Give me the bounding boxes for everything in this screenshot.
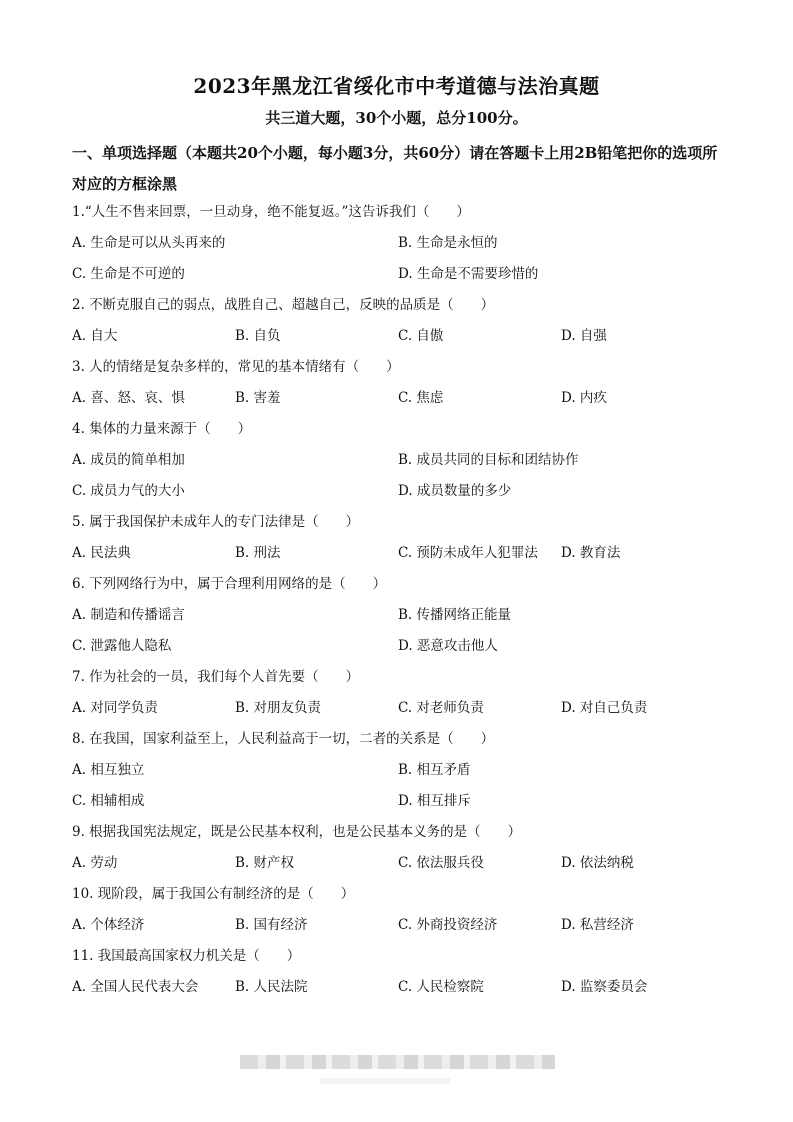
- question-4: [72, 414, 732, 507]
- question-5: [72, 507, 732, 569]
- document-title: 2023年黑龙江省绥化市中考道德与法治真题: [193, 74, 600, 98]
- option-b: B. 人民法院: [235, 979, 308, 995]
- question-stem: 6. 下列网络行为中，属于合理利用网络的是（ ）: [72, 576, 387, 592]
- option-c: C. 人民检察院: [398, 979, 484, 995]
- question-1: [72, 197, 732, 290]
- question-stem: 9. 根据我国宪法规定，既是公民基本权利，也是公民基本义务的是（ ）: [72, 824, 522, 840]
- option-grid: [72, 383, 732, 414]
- option-a: A. 个体经济: [72, 917, 145, 933]
- option-c: C. 预防未成年人犯罪法: [398, 545, 538, 561]
- question-2: [72, 290, 732, 352]
- question-7: [72, 662, 732, 724]
- option-d: D. 依法纳税: [561, 855, 634, 871]
- option-grid: [72, 848, 732, 879]
- option-b: B. 国有经济: [235, 917, 308, 933]
- option-d: D. 内疚: [561, 390, 607, 406]
- option-grid: [72, 538, 732, 569]
- option-d: D. 生命是不需要珍惜的: [398, 266, 539, 282]
- option-a: A. 对同学负责: [72, 700, 158, 716]
- question-8: [72, 724, 732, 817]
- option-a: A. 相互独立: [72, 762, 145, 778]
- option-b: B. 财产权: [235, 855, 295, 871]
- option-grid: [72, 445, 732, 507]
- option-a: A. 自大: [72, 328, 118, 344]
- option-grid: [72, 910, 732, 941]
- option-b: B. 害羞: [235, 390, 281, 406]
- option-b: B. 传播网络正能量: [398, 607, 512, 623]
- question-stem: 1.“人生不售来回票，一旦动身，绝不能复返。”这告诉我们（ ）: [72, 204, 470, 220]
- question-3: [72, 352, 732, 414]
- option-d: D. 成员数量的多少: [398, 483, 512, 499]
- question-stem: 2. 不断克服自己的弱点，战胜自己、超越自己，反映的品质是（ ）: [72, 297, 495, 313]
- question-stem: 5. 属于我国保护未成年人的专门法律是（ ）: [72, 514, 360, 530]
- option-d: D. 自强: [561, 328, 607, 344]
- option-b: B. 自负: [235, 328, 281, 344]
- question-stem: 10. 现阶段，属于我国公有制经济的是（ ）: [72, 886, 355, 902]
- question-10: [72, 879, 732, 941]
- option-grid: [72, 755, 732, 817]
- question-6: [72, 569, 732, 662]
- option-d: D. 监察委员会: [561, 979, 648, 995]
- option-grid: [72, 600, 732, 662]
- option-b: B. 成员共同的目标和团结协作: [398, 452, 579, 468]
- option-a: A. 民法典: [72, 545, 131, 561]
- option-a: A. 生命是可以从头再来的: [72, 235, 226, 251]
- option-d: D. 教育法: [561, 545, 621, 561]
- option-c: C. 外商投资经济: [398, 917, 498, 933]
- option-c: C. 成员力气的大小: [72, 483, 185, 499]
- option-a: A. 成员的简单相加: [72, 452, 185, 468]
- option-c: C. 相辅相成: [72, 793, 145, 809]
- document-subtitle: 共三道大题，30个小题，总分100分。: [265, 109, 528, 127]
- blurred-watermark-line: [320, 1078, 450, 1084]
- blurred-watermark: [240, 1055, 555, 1069]
- option-c: C. 焦虑: [398, 390, 444, 406]
- option-grid: [72, 228, 732, 290]
- option-c: C. 依法服兵役: [398, 855, 484, 871]
- option-a: A. 全国人民代表大会: [72, 979, 199, 995]
- question-stem: 3. 人的情绪是复杂多样的，常见的基本情绪有（ ）: [72, 359, 400, 375]
- option-a: A. 制造和传播谣言: [72, 607, 185, 623]
- question-stem: 7. 作为社会的一员，我们每个人首先要（ ）: [72, 669, 360, 685]
- option-b: B. 相互矛盾: [398, 762, 471, 778]
- option-b: B. 对朋友负责: [235, 700, 322, 716]
- option-a: A. 喜、怒、哀、惧: [72, 390, 185, 406]
- option-grid: [72, 321, 732, 352]
- option-c: C. 自傲: [398, 328, 444, 344]
- question-9: [72, 817, 732, 879]
- option-c: C. 对老师负责: [398, 700, 484, 716]
- option-d: D. 私营经济: [561, 917, 634, 933]
- option-grid: [72, 972, 732, 1003]
- option-b: B. 刑法: [235, 545, 281, 561]
- question-stem: 8. 在我国，国家利益至上，人民利益高于一切，二者的关系是（ ）: [72, 731, 495, 747]
- option-d: D. 相互排斥: [398, 793, 471, 809]
- section-header: 一、单项选择题（本题共20个小题，每小题3分，共60分）请在答题卡上用2B铅笔把你的选项所对应的方框涂黑: [72, 144, 718, 193]
- question-stem: 11. 我国最高国家权力机关是（ ）: [72, 948, 301, 964]
- option-c: C. 生命是不可逆的: [72, 266, 185, 282]
- option-grid: [72, 693, 732, 724]
- option-d: D. 恶意攻击他人: [398, 638, 498, 654]
- question-stem: 4. 集体的力量来源于（ ）: [72, 421, 252, 437]
- option-a: A. 劳动: [72, 855, 118, 871]
- question-list: [72, 197, 732, 1003]
- option-b: B. 生命是永恒的: [398, 235, 498, 251]
- option-c: C. 泄露他人隐私: [72, 638, 172, 654]
- option-d: D. 对自己负责: [561, 700, 648, 716]
- question-11: [72, 941, 732, 1003]
